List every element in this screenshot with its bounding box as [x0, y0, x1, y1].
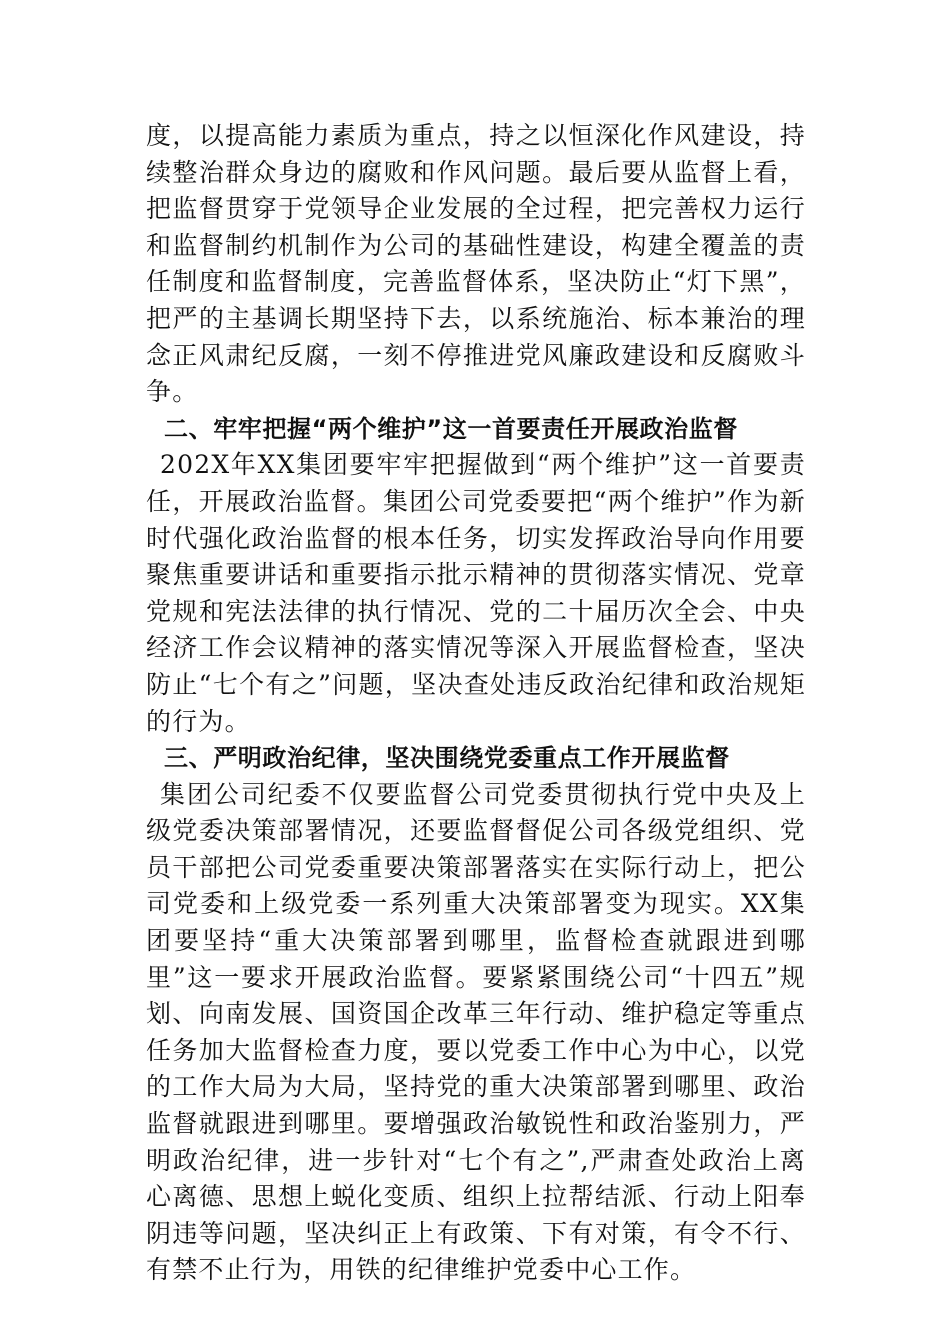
paragraph-section-3: 集团公司纪委不仅要监督公司党委贯彻执行党中央及上级党委决策部署情况，还要监督督促公司各级党组织、党员干部把公司党委重要决策部署落实在实际行动上，把公司党委和上级党委一系列重大决策部署变为现实。XX集团要坚持“重大决策部署到哪里，监督检查就跟进到哪里”这一要求开展政治监督。要紧紧围绕公司“十四五”规划、向南发展、国资国企改革三年行动、维护稳定等重点任务加大监督检查力度，要以党委工作中心为中心，以党的工作大局为大局，坚持党的重大决策部署到哪里、政治监督就跟进到哪里。要增强政治敏锐性和政治鉴别力，严明政治纪律，进一步针对“七个有之”,严肃查处政治上离心离德、思想上蜕化变质、组织上拉帮结派、行动上阳奉阴违等问题，坚决纠正上有政策、下有对策，有令不行、有禁不止行为，用铁的纪律维护党委中心工作。 [146, 779, 806, 1285]
section-heading-2: 二、牢牢把握“两个维护”这一首要责任开展政治监督 [164, 414, 738, 443]
document-page [146, 118, 806, 1289]
paragraph-continued: 度，以提高能力素质为重点，持之以恒深化作风建设，持续整治群众身边的腐败和作风问题。最后要从监督上看，把监督贯穿于党领导企业发展的全过程，把完善权力运行和监督制约机制作为公司的基础性建设，构建全覆盖的责任制度和监督制度，完善监督体系，坚决防止“灯下黑”，把严的主基调长期坚持下去，以系统施治、标本兼治的理念正风肃纪反腐，一刻不停推进党风廉政建设和反腐败斗争。 [146, 121, 806, 407]
paragraph-section-2: 202X年XX集团要牢牢把握做到“两个维护”这一首要责任，开展政治监督。集团公司党委要把“两个维护”作为新时代强化政治监督的根本任务，切实发挥政治导向作用要聚焦重要讲话和重要指示批示精神的贯彻落实情况、党章党规和宪法法律的执行情况、党的二十届历次全会、中央经济工作会议精神的落实情况等深入开展监督检查，坚决防止“七个有之”问题，坚决查处违反政治纪律和政治规矩的行为。 [146, 450, 806, 736]
section-heading-3: 三、严明政治纪律，坚决围绕党委重点工作开展监督 [164, 744, 730, 773]
